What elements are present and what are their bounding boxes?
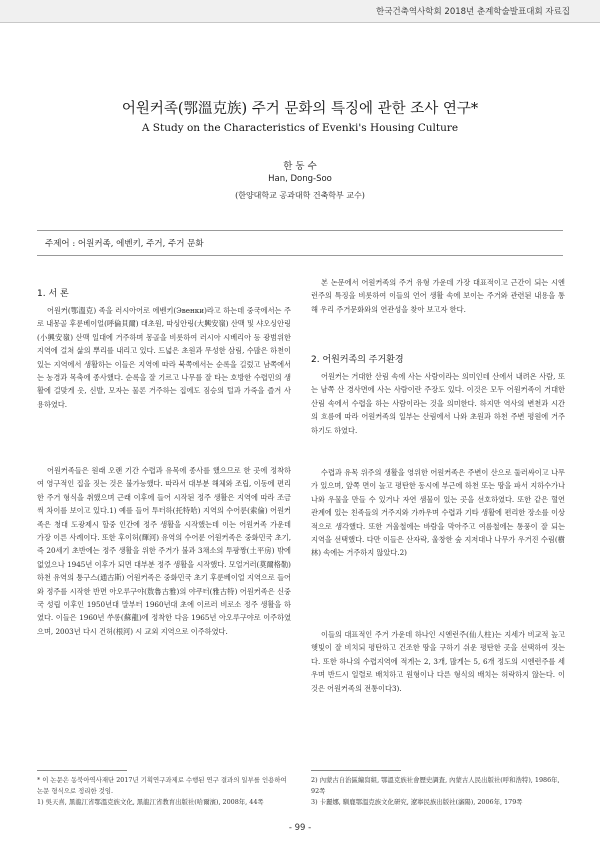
section-2-paragraph-1: 어원커는 거대한 산림 속에 사는 사람이라는 의미인데 산에서 내려온 사람, 또는 남쪽 산 경사면에 사는 사람이란 주장도 있다. 이것은 모두 어원커족이 거대한 산림 속에서 수렵을 하는 사람이라는 것을 의미한다. 하지만 역사의 변천과 시간의 흐름에 따라 어원커족의 일부는 산림에서 나와 초원과 하천 주변 평원에 거주하기도 하였다.	[311, 372, 565, 435]
journal-header-band	[0, 0, 600, 23]
footnotes-left: * 이 논문은 동북아역사재단 2017년 기획연구과제로 수행된 연구 결과의 일부를 인용하여 논문 형식으로 정리한 것임. 1) 吳天喜, 黑龍江省鄂溫克族文化, 黑龍江省教育出版社(哈爾濱), 2008年, 44쪽	[37, 776, 287, 806]
section-2-paragraph-2: 수렵과 유목 위주의 생활을 영위한 어원커족은 주변이 산으로 둘러싸이고 나무가 있으며, 앞쪽 면이 높고 평탄한 동시에 부근에 하천 또는 땅을 파서 지하수가나 나와 우물을 만들 수 있거나 자연 샘물이 있는 곳을 선호하였다. 또한 같은 혈연 관계에 있는 친족들의 거주지와 가까우며 수렵과 기타 생활에 편리한 장소를 이상적으로 생각했다. 또한 겨울철에는 바람을 막아주고 여름철에는 통풍이 잘 되는 지역을 선택했다. 다만 이들은 산자락, 울창한 숲 지저대나 나무가 우거진 수림(樹林) 속에는 거주하지 않았다.2)	[311, 468, 565, 558]
page-number: - 99 -	[288, 823, 312, 833]
author-english: Han, Dong-Soo	[268, 174, 332, 184]
section-2-paragraph-3: 이들의 대표적인 주거 가운데 하나인 시엔런주(仙人柱)는 지세가 비교적 높고 햇빛이 잘 비치되 평탄하고 건조한 땅을 구하기 쉬운 평탄한 곳을 선택하여 짓는다. 또한 하나의 수렵지역에 적게는 2, 3개, 많게는 5, 6개 정도의 시엔런주를 세우며 반드시 일렬로 배치하고 원형이나 다른 형식의 배치는 허락하지 않는다. 이것은 어원커족의 전통이다3).	[311, 630, 565, 693]
author-korean: 한 동 수	[283, 161, 317, 172]
section-1-paragraph-3: 본 논문에서 어원커족의 주거 유형 가운데 가장 대표적이고 근간이 되는 시엔런주의 특징을 비롯하여 이들의 언어 생활 속에 보이는 주거와 관련된 내용을 통해 우리 주거문화와의 연관성을 찾아 보고자 한다.	[311, 278, 565, 314]
section-1-heading: 1. 서 론	[37, 289, 69, 299]
keywords: 주제어 : 어원커족, 에벤키, 주거, 주거 문화	[45, 239, 204, 249]
section-2-heading: 2. 어원커족의 주거환경	[311, 355, 404, 365]
footnote-rule-left	[37, 770, 127, 771]
section-1-paragraph-2: 어원커족들은 원래 오랜 기간 수렵과 유목에 종사를 했으므로 한 곳에 정착하여 영구적인 집을 짓는 것은 불가능했다. 따라서 대부분 해체와 조립, 이동에 편리한 주거 형식을 취했으며 근래 이후에 들어 시작된 정주 생활은 지역에 따라 조금씩 차이를 보이고 있다.1) 예를 들어 투터하(托特哈) 지역의 수어룬(索倫) 어원커족은 청대 도광제시 할중 인간에 정주 생활을 시작했는데 이는 어원커족 가운데 가장 이른 사례이다. 또한 후이허(輝河) 유역의 수어룬 어원커족은 중화민국 초기, 즉 20세기 초반에는 정주 생활을 위한 주거가 불과 3채소의 투팡짱(土平房) 밖에 없었으나 1945년 이후가 되면 대부분 정주 생활을 시작했다. 모얼거러(莫爾格勒) 하천 유역의 퉁구스(通古斯) 어원커족은 중화민국 초기 후룬베이얼 지역으로 들어와 정주를 시작한 반면 아오루구야(敖魯古雅)의 야쿠터(雅古特) 어원커족은 신중국 성립 이후인 1950년대 말부터 1960년대 초에 이르러 비로소 정주 생활을 하였다. 이들은 1960년 쑤롱(蘇龍)에 정착한 다음 1965년 아오루구야로 이주하였으며, 2003년 다시 건허(根河) 시 교외 지역으로 이주하였다.	[37, 466, 291, 636]
footnotes-right: 2) 內蒙古自治區編寫組, 鄂溫克族社會歷史調査, 內蒙古人民出版社(呼和浩特), 1986年, 92쪽 3) 卡麗娜, 馴鹿鄂溫克族文化研究, 遼寧民族出版社(瀋陽), 2006年, 179쪽	[311, 776, 560, 806]
keywords-box	[37, 230, 563, 256]
paper-subtitle: A Study on the Characteristics of Evenki's Housing Culture	[141, 122, 459, 134]
paper-title: 어원커족(鄂溫克族) 주거 문화의 특징에 관한 조사 연구*	[121, 101, 479, 117]
author-affiliation: (한양대학교 공과대학 건축학부 교수)	[235, 191, 365, 200]
footnote-rule-right	[311, 770, 401, 771]
journal-name: 한국건축역사학회 2018년 춘계학술발표대회 자료집	[376, 7, 570, 17]
section-1-paragraph-1: 어원커(鄂溫克) 족을 러시아어로 에벤키(Эвенки)라고 하는데 중국에서는 주로 내몽골 후룬베이얼(呼倫貝爾) 대초원, 따싱안링(大興安嶺) 산맥 및 샤오싱안링(小興安嶺) 산맥 일대에 거주하며 몽골을 비롯하여 러시아 시베리아 등 광범위한 지역에 걸쳐 삶의 뿌리를 내리고 있다. 드넓은 초원과 무성한 삼림, 수많은 하천이 있는 지역에서 생활하는 이들은 지역에 따라 북쪽에서는 순록을 길렀고 남쪽에서는 농경과 목축에 종사했다. 순록을 잘 기르고 나무를 잘 타는 호방한 수렵민의 생활에 걸맞게 옷, 신발, 모자는 물론 거주하는 집에도 짐승의 털과 가죽을 즐겨 사용하였다.	[37, 306, 291, 409]
